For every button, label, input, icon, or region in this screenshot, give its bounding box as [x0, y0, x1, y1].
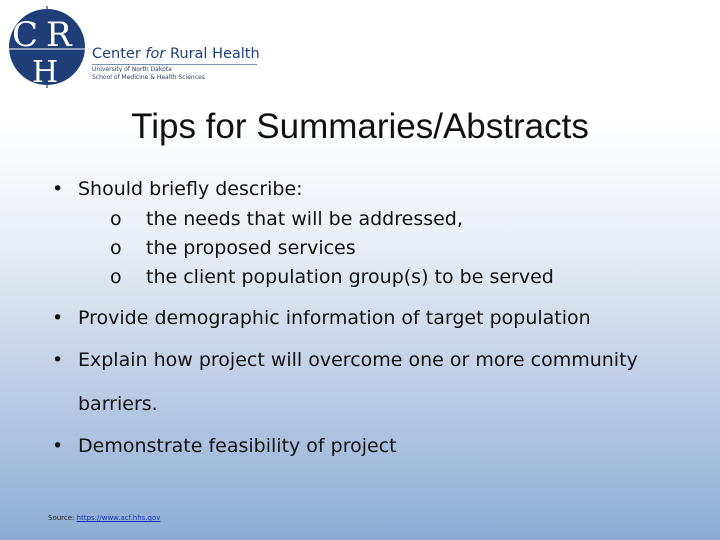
sub-bullet-2-marker: o	[110, 237, 122, 259]
sub-bullet-1-marker: o	[110, 208, 122, 230]
bullet-3-text-line1: Explain how project will overcome one or more community	[78, 349, 638, 371]
bullet-3-marker: •	[52, 349, 64, 371]
bullet-4-text: Demonstrate feasibility of project	[78, 435, 397, 457]
logo-name-italic: for	[145, 46, 166, 62]
bullet-3-text-line2: barriers.	[78, 393, 158, 415]
bullet-1-marker: •	[52, 178, 64, 200]
logo-sub-school: School of Medicine & Health Sciences	[92, 74, 205, 81]
logo-letter-h: H	[32, 55, 59, 88]
source-citation	[48, 514, 160, 522]
logo-letter-c: C	[12, 15, 39, 55]
sub-bullet-1-text: the needs that will be addressed,	[146, 208, 463, 230]
sub-bullet-2-text: the proposed services	[146, 237, 356, 259]
bullet-2-marker: •	[52, 307, 64, 329]
bullet-4-marker: •	[52, 435, 64, 457]
logo-letter-r: R	[46, 15, 72, 55]
bullet-2-text: Provide demographic information of target population	[78, 307, 591, 329]
logo-name-suffix: Rural Health	[165, 46, 260, 62]
logo-sub-university: University of North Dakota	[92, 66, 172, 73]
logo-name-prefix: Center	[92, 46, 146, 62]
source-link[interactable]: https://www.acf.hhs.gov	[76, 514, 161, 522]
sub-bullet-3-text: the client population group(s) to be served	[146, 266, 554, 288]
sub-bullet-3-marker: o	[110, 266, 122, 288]
source-label: Source:	[48, 514, 77, 522]
bullet-1-text: Should briefly describe:	[78, 178, 303, 200]
slide-title: Tips for Summaries/Abstracts	[131, 107, 589, 146]
